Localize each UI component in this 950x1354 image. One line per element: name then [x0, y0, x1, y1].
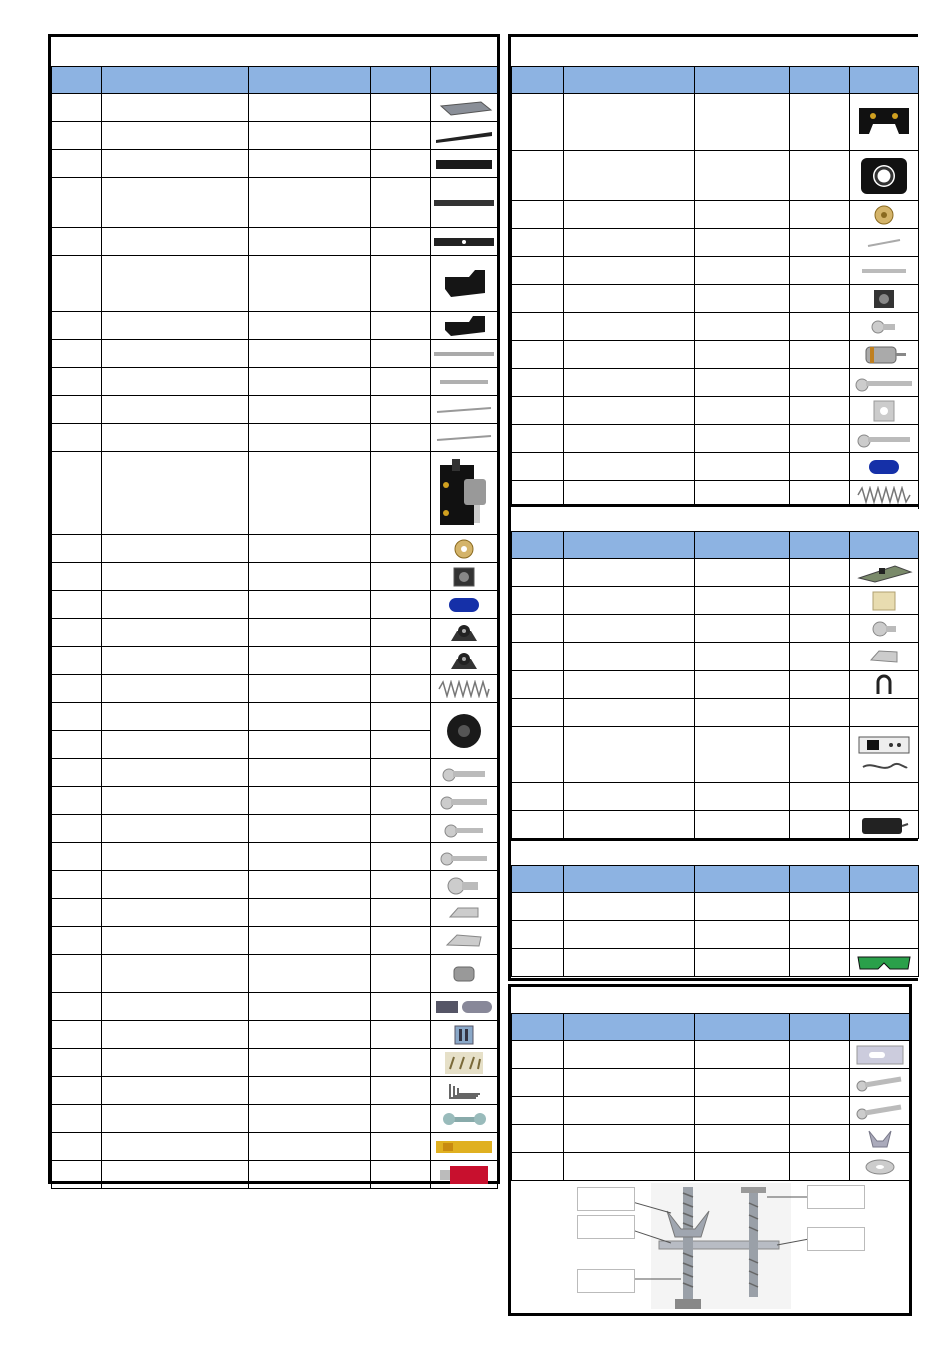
table-header-row [512, 67, 919, 94]
table-row [512, 425, 919, 453]
bearing-block-icon [871, 287, 897, 311]
right-parts-table [511, 66, 919, 509]
col-header [564, 866, 695, 893]
motor-icon [860, 343, 908, 367]
screw-icon [439, 847, 489, 867]
table-row [512, 313, 919, 341]
col-header [850, 532, 919, 559]
table-row [52, 703, 498, 731]
col-header [790, 532, 850, 559]
table-row [52, 563, 498, 591]
bolt-icon [855, 1074, 905, 1092]
bolts-panel-title [511, 987, 909, 1015]
table-row [52, 927, 498, 955]
offline-controller-icon [857, 735, 911, 755]
col-header [431, 67, 498, 94]
col-header [371, 67, 431, 94]
pillow-block-icon [447, 649, 481, 673]
rod-icon [439, 377, 489, 387]
coupler-icon [446, 593, 482, 617]
table-row [52, 815, 498, 843]
collet-set-icon [434, 997, 494, 1017]
screw-icon [869, 619, 899, 639]
tape-icon [435, 1138, 493, 1156]
table-row [512, 587, 919, 615]
table-row [512, 151, 919, 201]
bolts-table [511, 1013, 910, 1181]
col-header [52, 67, 102, 94]
col-header [564, 532, 695, 559]
left-parts-panel [48, 34, 500, 1184]
col-header [512, 532, 564, 559]
t-nut-icon [867, 646, 901, 668]
table-row [512, 615, 919, 643]
wheel-icon [442, 709, 486, 753]
table-row [52, 955, 498, 993]
col-header [850, 866, 919, 893]
table-row [512, 94, 919, 151]
rod-icon [433, 349, 495, 359]
table-row [52, 178, 498, 228]
table-row [52, 94, 498, 122]
table-row [52, 228, 498, 256]
t-nut-icon [446, 903, 482, 923]
col-header [512, 866, 564, 893]
table-row [512, 1097, 910, 1125]
table-header-row [512, 866, 919, 893]
col-header [850, 1014, 910, 1041]
table-row [512, 397, 919, 425]
col-header [564, 67, 695, 94]
table-row [52, 150, 498, 178]
table-row [512, 229, 919, 257]
screw-icon [854, 373, 914, 393]
diagram-label [577, 1187, 635, 1211]
screw-icon [856, 429, 912, 449]
bearing-block-icon [451, 565, 477, 589]
right-parts-panel [508, 34, 918, 507]
table-row [512, 699, 919, 727]
table-row [512, 285, 919, 313]
bracket-icon [439, 314, 489, 338]
table-row [52, 619, 498, 647]
screw-icon [869, 317, 899, 337]
profile-rail-icon [434, 156, 494, 172]
wing-nut-icon [865, 1127, 895, 1151]
table-header-row [512, 532, 919, 559]
table-row [512, 921, 919, 949]
table-row [52, 122, 498, 150]
col-header [790, 67, 850, 94]
table-row [512, 1069, 910, 1097]
diagram-label [577, 1269, 635, 1293]
heatsink-icon [869, 589, 899, 613]
table-row [512, 727, 919, 783]
pillow-block-icon [447, 621, 481, 645]
safety-glasses-icon [856, 951, 912, 975]
table-row [52, 1021, 498, 1049]
table-header-row [52, 67, 498, 94]
table-row [52, 647, 498, 675]
table-row [512, 671, 919, 699]
table-row [52, 424, 498, 452]
table-row [52, 871, 498, 899]
power-adapter-icon [858, 814, 910, 836]
table-row [52, 256, 498, 312]
router-bits-icon [444, 1051, 484, 1075]
brass-nut-icon [870, 203, 898, 227]
table-row [512, 783, 919, 811]
table-row [52, 340, 498, 368]
col-header [512, 1014, 564, 1041]
right-panel-title [511, 37, 918, 68]
table-row [52, 993, 498, 1021]
table-row [512, 369, 919, 397]
screw-icon [441, 763, 487, 783]
lead-screw-icon [435, 433, 493, 443]
table-row [52, 396, 498, 424]
table-header-row [512, 1014, 910, 1041]
table-row [512, 257, 919, 285]
bracket-icon [439, 267, 489, 301]
rod-icon [860, 266, 908, 276]
spring-icon [856, 486, 912, 504]
col-header [249, 67, 371, 94]
col-header [790, 1014, 850, 1041]
table-row [512, 481, 919, 509]
table-row [52, 1133, 498, 1161]
table-row [512, 201, 919, 229]
table-row [52, 1161, 498, 1189]
control-board-icon [855, 562, 913, 584]
col-header [790, 866, 850, 893]
cable-clip-icon [872, 672, 896, 698]
table-row [52, 312, 498, 340]
washer-icon [863, 1157, 897, 1177]
table-row [52, 1077, 498, 1105]
table-row [512, 1125, 910, 1153]
col-header [512, 67, 564, 94]
screw-icon [439, 791, 489, 811]
diagram-label [807, 1227, 865, 1251]
diagram-label [577, 1215, 635, 1239]
left-parts-table [51, 66, 498, 1189]
brass-nut-icon [449, 537, 479, 561]
table-row [52, 759, 498, 787]
cable-icon [859, 759, 909, 775]
table-row [512, 811, 919, 839]
bolt-icon [855, 1102, 905, 1120]
washer-plate-icon [872, 399, 896, 423]
clamp-plate-icon [855, 1044, 905, 1066]
table-row [52, 1105, 498, 1133]
coupler-icon [866, 455, 902, 479]
table-row [52, 1049, 498, 1077]
col-header [695, 532, 790, 559]
motor-mount-icon [855, 100, 913, 144]
table-row [52, 899, 498, 927]
left-panel-title [51, 37, 497, 68]
electronics-panel-title [511, 507, 918, 533]
spacer-icon [449, 962, 479, 986]
col-header [564, 1014, 695, 1041]
safety-panel-title [511, 841, 918, 867]
col-header [850, 67, 919, 94]
electronics-panel [508, 507, 918, 841]
profile-rail-icon [434, 128, 494, 144]
rod-icon [864, 237, 904, 249]
spindle-bracket-icon [855, 154, 913, 198]
table-row [52, 843, 498, 871]
screw-icon [446, 874, 482, 896]
table-row [512, 341, 919, 369]
hex-keys-icon [446, 1080, 482, 1102]
profile-rail-icon [433, 196, 495, 210]
table-row [52, 787, 498, 815]
aluminum-plate-icon [435, 98, 493, 118]
table-row [52, 675, 498, 703]
table-row [512, 893, 919, 921]
col-header [695, 866, 790, 893]
table-row [512, 1153, 910, 1181]
bolt-assembly-diagram [571, 1183, 861, 1311]
table-row [512, 643, 919, 671]
lead-screw-icon [435, 405, 493, 415]
electronics-table [511, 531, 919, 839]
table-row [512, 453, 919, 481]
safety-panel [508, 841, 918, 981]
col-header [695, 67, 790, 94]
screw-icon [443, 819, 485, 839]
col-header [102, 67, 249, 94]
t-nut-icon [443, 931, 485, 951]
col-header [695, 1014, 790, 1041]
table-row [512, 1041, 910, 1069]
table-row [52, 368, 498, 396]
bolts-panel [508, 984, 912, 1316]
diagram-label [807, 1185, 865, 1209]
table-row [52, 591, 498, 619]
bit-box-icon [452, 1024, 476, 1046]
table-row [512, 949, 919, 977]
usb-drive-icon [438, 1164, 490, 1186]
table-row [512, 559, 919, 587]
wrench-icon [442, 1109, 486, 1129]
table-row [52, 535, 498, 563]
profile-rail-icon [433, 235, 495, 249]
spring-icon [437, 680, 491, 698]
table-row [52, 452, 498, 535]
safety-table [511, 865, 919, 977]
spindle-carriage-icon [434, 455, 494, 531]
